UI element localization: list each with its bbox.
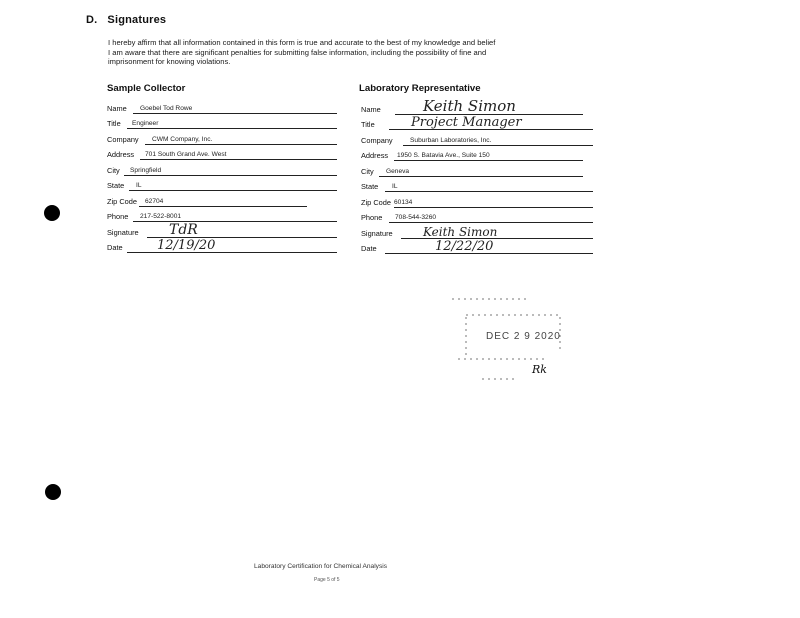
lab-date-label: Date — [361, 244, 377, 253]
affirmation-text — [108, 38, 588, 67]
collector-company-row — [107, 133, 337, 145]
collector-title-field[interactable] — [127, 117, 337, 129]
collector-signature-row — [107, 222, 337, 238]
lab-rep-heading: Laboratory Representative — [359, 83, 481, 94]
affirmation-line: I am aware that there are significant penalties for submitting false information, including the possibility of fine and — [108, 47, 487, 57]
lab-date-row — [361, 239, 593, 254]
collector-zip-value: 62704 — [145, 198, 164, 205]
lab-phone-row — [361, 211, 593, 223]
binder-hole — [44, 205, 60, 221]
lab-signature-row — [361, 227, 593, 239]
collector-date-row — [107, 238, 337, 253]
lab-title-label: Title — [361, 120, 375, 129]
collector-city-label: City — [107, 166, 120, 175]
collector-state-row — [107, 179, 337, 191]
collector-zip-field[interactable] — [139, 195, 307, 207]
lab-phone-label: Phone — [361, 213, 383, 222]
footer-text: Laboratory Certification for Chemical Analysis — [254, 563, 388, 570]
lab-zip-value: 60134 — [394, 199, 413, 206]
lab-zip-field[interactable] — [394, 196, 593, 208]
lab-state-field[interactable] — [385, 180, 593, 192]
lab-name-handwritten: Keith Simon — [423, 97, 516, 115]
collector-state-field[interactable] — [129, 179, 337, 191]
stamp-date: DEC 2 9 2020 — [486, 331, 561, 342]
footer-page: Page 5 of 5 — [314, 577, 340, 583]
lab-title-handwritten: Project Manager — [411, 115, 522, 130]
collector-zip-label: Zip Code — [107, 197, 137, 206]
collector-address-value: 701 South Grand Ave. West — [145, 151, 227, 158]
collector-address-row — [107, 148, 337, 160]
lab-address-value: 1950 S. Batavia Ave., Suite 150 — [397, 152, 490, 159]
collector-date-handwritten: 12/19/20 — [157, 238, 216, 253]
lab-address-row — [361, 149, 583, 161]
collector-state-value: IL — [136, 182, 142, 189]
collector-title-label: Title — [107, 119, 121, 128]
collector-company-label: Company — [107, 135, 139, 144]
lab-company-label: Company — [361, 136, 393, 145]
lab-zip-row — [361, 196, 593, 208]
lab-city-value: Geneva — [386, 168, 410, 175]
stamp-initials: Rk — [532, 363, 547, 376]
affirmation-line: I hereby affirm that all information contained in this form is true and accurate to the best of my knowledge and belief — [108, 38, 496, 47]
lab-city-label: City — [361, 167, 374, 176]
collector-title-row — [107, 117, 337, 129]
collector-name-row — [107, 102, 337, 114]
collector-signature-label: Signature — [107, 228, 139, 237]
lab-name-row — [361, 97, 583, 115]
lab-address-label: Address — [361, 151, 389, 160]
affirmation-line: imprisonment for knowing violations. — [108, 57, 231, 67]
lab-name-label: Name — [361, 105, 381, 114]
collector-phone-value: 217-522-8001 — [140, 213, 182, 220]
binder-hole — [45, 484, 61, 500]
received-stamp — [448, 293, 578, 383]
lab-date-handwritten: 12/22/20 — [435, 239, 494, 254]
collector-city-value: Springfield — [130, 167, 162, 174]
lab-zip-label: Zip Code — [361, 198, 391, 207]
lab-company-value: Suburban Laboratories, Inc. — [410, 137, 492, 144]
collector-company-value: CWM Company, Inc. — [152, 136, 213, 143]
lab-state-value: IL — [392, 183, 398, 190]
collector-title-value: Engineer — [132, 120, 159, 127]
collector-date-label: Date — [107, 243, 123, 252]
lab-signature-label: Signature — [361, 229, 393, 238]
collector-zip-row — [107, 195, 307, 207]
collector-phone-label: Phone — [107, 212, 129, 221]
collector-address-label: Address — [107, 150, 135, 159]
collector-name-label: Name — [107, 104, 127, 113]
lab-signature: Keith Simon — [423, 225, 498, 239]
lab-state-row — [361, 180, 593, 192]
lab-phone-value: 708-544-3260 — [395, 214, 437, 221]
lab-company-row — [361, 134, 593, 146]
lab-title-row — [361, 115, 593, 130]
collector-city-row — [107, 164, 337, 176]
collector-signature: TdR — [169, 222, 198, 238]
collector-name-value: Goebel Tod Rowe — [140, 105, 193, 112]
lab-city-field[interactable] — [379, 165, 583, 177]
section-heading — [86, 14, 166, 26]
section-number: D. — [86, 14, 98, 26]
section-title: Signatures — [107, 14, 167, 26]
sample-collector-heading: Sample Collector — [107, 83, 186, 94]
collector-state-label: State — [107, 181, 125, 190]
lab-state-label: State — [361, 182, 379, 191]
collector-phone-row — [107, 210, 337, 222]
lab-city-row — [361, 165, 583, 177]
